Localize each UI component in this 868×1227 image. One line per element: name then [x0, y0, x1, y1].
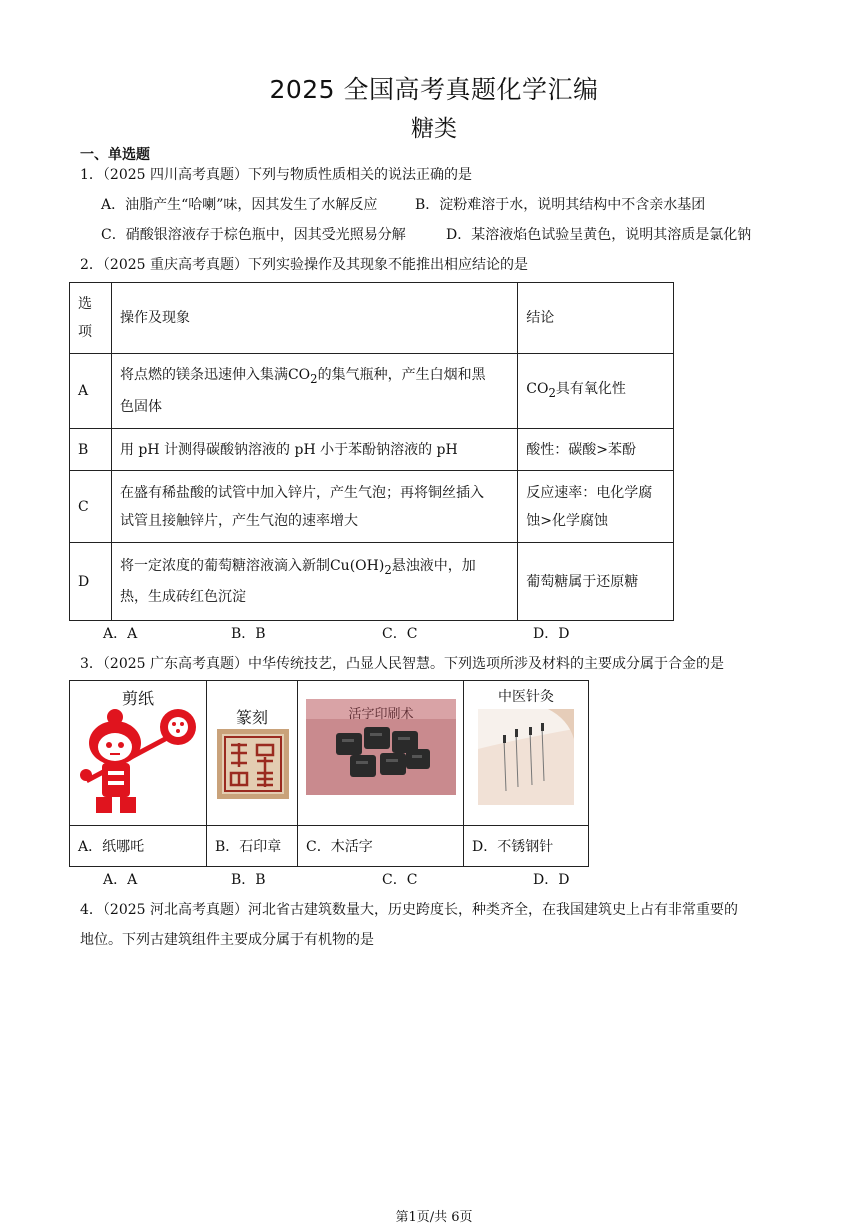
option-d: D．不锈钢针	[464, 826, 589, 867]
table-row	[70, 354, 674, 429]
acupuncture-needles-icon	[478, 709, 574, 805]
movable-type-caption: 活字印刷术	[348, 707, 414, 722]
image-row	[70, 681, 589, 826]
image-cell-papercut	[70, 681, 207, 826]
row-conclusion: $CO_2$具有氧化性	[518, 354, 674, 429]
row-operation: 用 pH 计测得碳酸钠溶液的 pH 小于苯酚钠溶液的 pH	[111, 429, 517, 471]
question-1-option-d: D．某溶液焰色试验呈黄色，说明其溶质是氯化钠	[446, 227, 752, 243]
seal-caption: 篆刻	[235, 708, 268, 727]
question-4-stem-line1: 4．（2025 河北高考真题）河北省古建筑数量大，历史跨度长，种类齐全，在我国建筑史上占有非常重要的	[80, 902, 738, 918]
option-a: A．纸哪吒	[70, 826, 207, 867]
question-1-option-a: A．油脂产生“哈喇”味，因其发生了水解反应	[101, 197, 378, 213]
row-option: C	[70, 471, 112, 543]
question-3-table	[69, 680, 589, 867]
page-subtitle: 糖类	[411, 116, 457, 142]
option-b: B．石印章	[207, 826, 298, 867]
question-2-choice-b: B．B	[231, 626, 266, 642]
page-footer: 第1页/共 6页	[395, 1210, 473, 1225]
header-option: 选 项	[70, 283, 112, 354]
row-operation: 在盛有稀盐酸的试管中加入锌片，产生气泡；再将铜丝插入 试管且接触锌片，产生气泡的速率增大	[111, 471, 517, 543]
row-option: B	[70, 429, 112, 471]
question-2-choice-c: C．C	[382, 626, 418, 642]
row-operation: 将一定浓度的葡萄糖溶液滴入新制$Cu(OH)_2$悬浊液中，加 热，生成砖红色沉淀	[111, 543, 517, 621]
row-conclusion: 葡萄糖属于还原糖	[518, 543, 674, 621]
stone-seal-icon	[217, 729, 289, 799]
table-row	[70, 471, 674, 543]
question-3-choice-b: B．B	[231, 872, 266, 888]
acupuncture-caption: 中医针灸	[498, 689, 554, 705]
papercut-caption: 剪纸	[121, 689, 154, 708]
row-operation: 将点燃的镁条迅速伸入集满$CO_2$的集气瓶种，产生白烟和黑 色固体	[111, 354, 517, 429]
row-option: D	[70, 543, 112, 621]
header-operation: 操作及现象	[111, 283, 517, 354]
image-cell-movable-type	[298, 681, 464, 826]
table-row	[70, 429, 674, 471]
page-title: 2025 全国高考真题化学汇编	[269, 75, 599, 104]
question-3-choice-a: A．A	[103, 872, 138, 888]
row-option: A	[70, 354, 112, 429]
option-row	[70, 826, 589, 867]
image-cell-acupuncture	[464, 681, 589, 826]
question-2-choice-d: D．D	[533, 626, 570, 642]
question-1-option-b: B．淀粉难溶于水，说明其结构中不含亲水基团	[415, 197, 706, 213]
image-cell-seal	[207, 681, 298, 826]
question-2-choice-a: A．A	[103, 626, 138, 642]
row-conclusion: 反应速率：电化学腐 蚀>化学腐蚀	[518, 471, 674, 543]
question-3-choice-d: D．D	[533, 872, 570, 888]
question-1-stem: 1．（2025 四川高考真题）下列与物质性质相关的说法正确的是	[80, 167, 472, 183]
header-conclusion: 结论	[518, 283, 674, 354]
question-4-stem-line2: 地位。下列古建筑组件主要成分属于有机物的是	[80, 932, 374, 948]
question-3-stem: 3．（2025 广东高考真题）中华传统技艺，凸显人民智慧。下列选项所涉及材料的主要成分属于合金的是	[80, 656, 724, 672]
question-1-option-c: C．硝酸银溶液存于棕色瓶中，因其受光照易分解	[101, 227, 406, 243]
question-3-choice-c: C．C	[382, 872, 418, 888]
paper-cut-figure-icon	[70, 705, 206, 825]
question-2-stem: 2．（2025 重庆高考真题）下列实验操作及其现象不能推出相应结论的是	[80, 257, 528, 273]
option-c: C．木活字	[298, 826, 464, 867]
row-conclusion: 酸性：碳酸>苯酚	[518, 429, 674, 471]
table-row	[70, 543, 674, 621]
section-heading: 一、单选题	[80, 147, 150, 163]
question-2-table	[69, 282, 674, 621]
table-header-row	[70, 283, 674, 354]
